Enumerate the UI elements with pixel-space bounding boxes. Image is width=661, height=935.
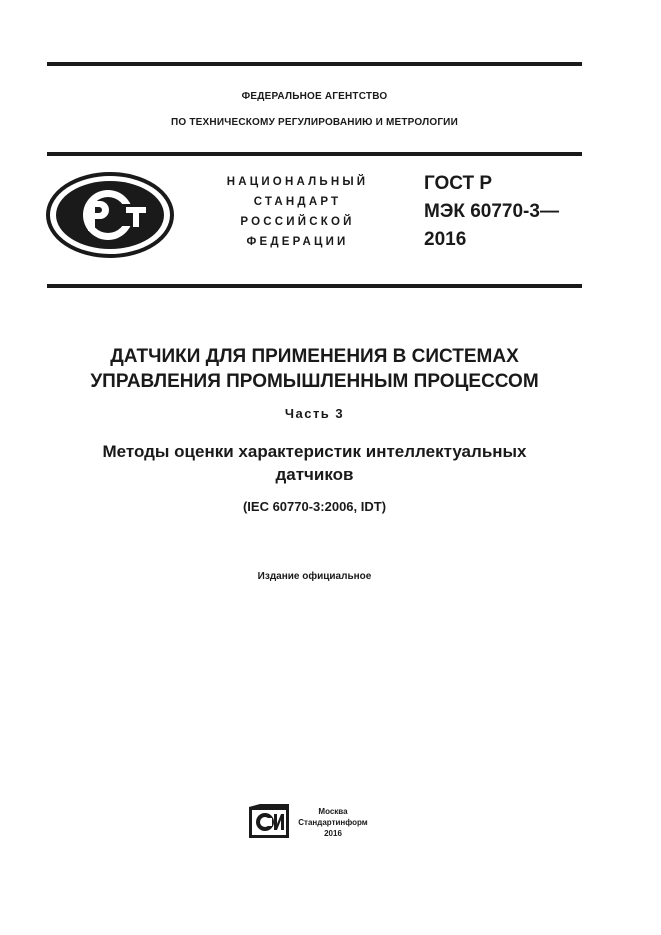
edition-label: Издание официальное — [257, 571, 372, 582]
subtitle-line-2: датчиков — [275, 465, 354, 484]
subtitle-line-1: Методы оценки характеристик интеллектуальных — [102, 442, 527, 461]
national-line-1: НАЦИОНАЛЬНЫЙ — [226, 176, 369, 188]
gost-designation — [424, 170, 559, 254]
agency-line-2: ПО ТЕХНИЧЕСКОМУ РЕГУЛИРОВАНИЮ И МЕТРОЛОГИИ — [171, 117, 458, 128]
document-subtitle — [47, 440, 582, 486]
gost-line-1: ГОСТ Р — [424, 173, 493, 194]
iec-reference: (IEC 60770-3:2006, IDT) — [242, 499, 387, 514]
standartinform-logo-icon — [248, 804, 290, 840]
publisher-city: Москва — [318, 807, 348, 816]
publisher-name: Стандартинформ — [298, 818, 368, 827]
national-line-3: РОССИЙСКОЙ — [240, 216, 355, 228]
top-rule — [47, 62, 582, 66]
gost-line-3: 2016 — [424, 229, 467, 250]
publisher-block — [296, 806, 370, 839]
document-title-line-2: УПРАВЛЕНИЯ ПРОМЫШЛЕННЫМ ПРОЦЕССОМ — [90, 371, 539, 392]
rst-gost-logo-icon — [46, 171, 174, 259]
header-rule — [47, 152, 582, 156]
national-line-4: ФЕДЕРАЦИИ — [246, 236, 349, 248]
national-line-2: СТАНДАРТ — [253, 196, 342, 208]
agency-line-1: ФЕДЕРАЛЬНОЕ АГЕНТСТВО — [241, 91, 388, 102]
gost-line-2: МЭК 60770-3— — [424, 201, 559, 222]
part-number: Часть 3 — [284, 406, 345, 421]
national-standard-label — [200, 172, 395, 252]
publisher-year: 2016 — [324, 829, 342, 838]
document-title-line-1: ДАТЧИКИ ДЛЯ ПРИМЕНЕНИЯ В СИСТЕМАХ — [110, 346, 519, 367]
middle-rule — [47, 284, 582, 288]
